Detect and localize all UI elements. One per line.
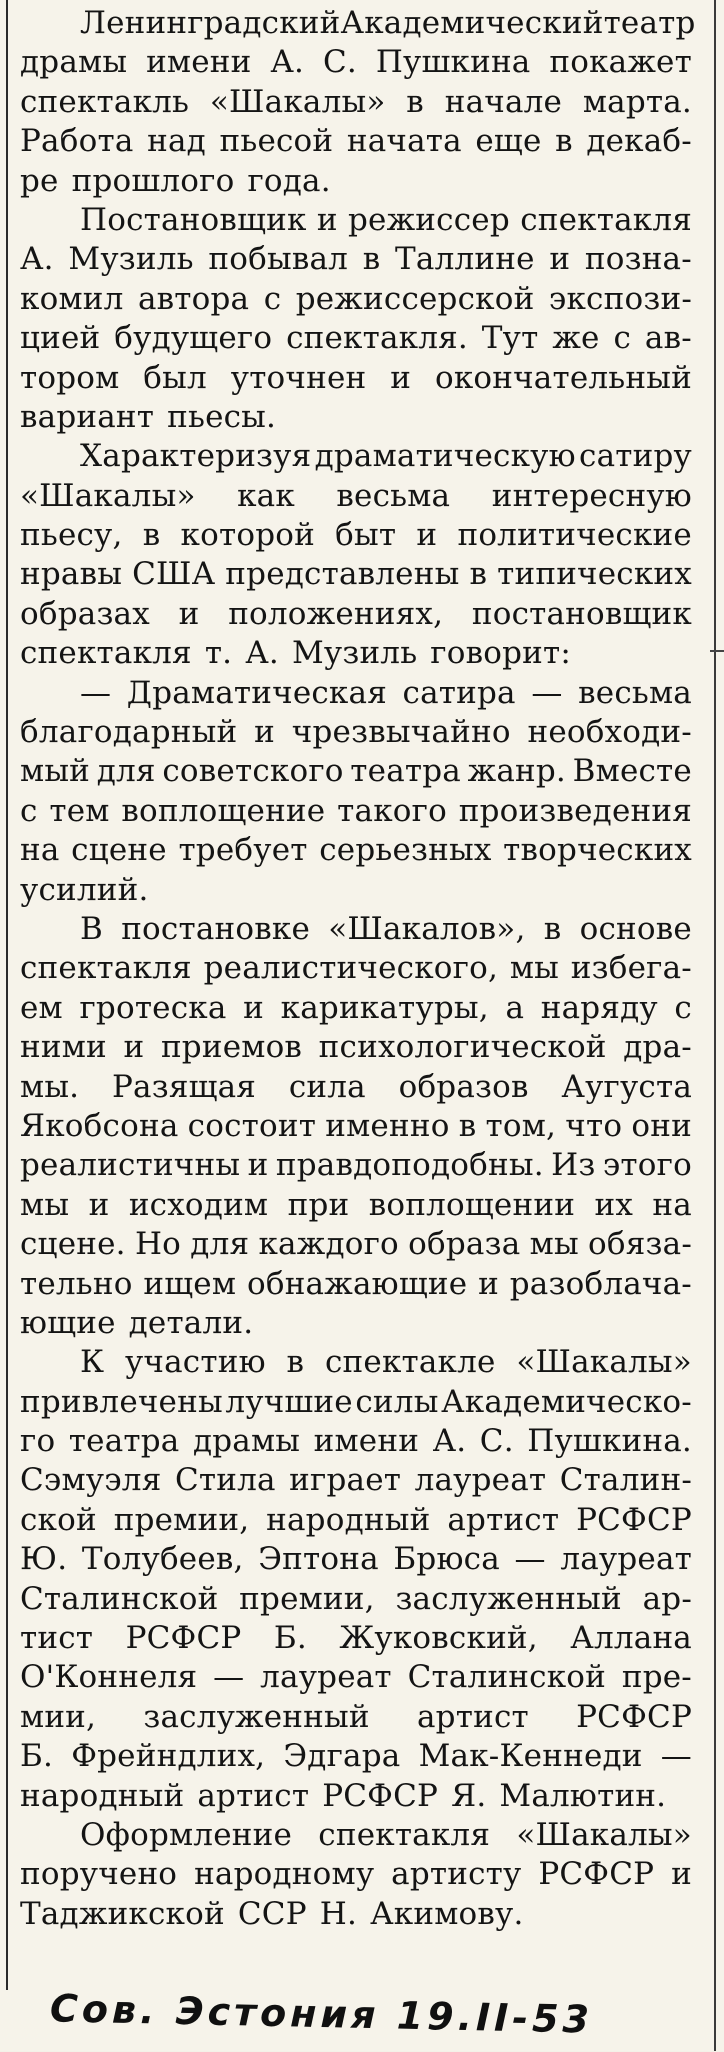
article-line: образах и положениях, постановщик — [20, 595, 692, 632]
article-line: спектакль «Шакалы» в начале марта. — [20, 83, 692, 120]
article-line: цией будущего спектакля. Тут же с ав- — [20, 320, 692, 357]
article-line: спектакля т. А. Музиль говорит: — [20, 635, 572, 672]
article-line: тельно ищем обнажающие и разоблача- — [20, 1265, 692, 1302]
article-line: нравы США представлены в типических — [20, 556, 692, 593]
article-paragraph — [20, 1343, 692, 1816]
article-line: Сэмуэля Стила играет лауреат Сталин- — [20, 1462, 692, 1499]
article-line: Якобсона состоит именно в том, что они — [20, 1107, 692, 1144]
article-line: тист РСФСР Б. Жуковский, Аллана — [20, 1620, 692, 1657]
article-line: ем гротеска и карикатуры, а наряду с — [20, 989, 692, 1026]
article-line: Таджикской ССР Н. Акимову. — [20, 1895, 524, 1932]
article-line: поручено народному артисту РСФСР и — [20, 1856, 692, 1893]
article-line: вариант пьесы. — [20, 398, 277, 435]
article-line: — Драматическая сатира — весьма — [80, 674, 692, 711]
margin-dash-mark — [710, 650, 724, 652]
article-line: В постановке «Шакалов», в основе — [80, 910, 692, 947]
column-rule-left — [6, 0, 8, 1990]
article-line: «Шакалы» как весьма интересную — [20, 477, 692, 514]
article-line: привлечены лучшие силы Академическо- — [20, 1383, 692, 1420]
article-line: мии, заслуженный артист РСФСР — [20, 1698, 692, 1735]
article-paragraph — [20, 910, 692, 1343]
article-line: го театра драмы имени А. С. Пушкина. — [20, 1423, 692, 1460]
article-line: усилий. — [20, 871, 149, 908]
article-line: ющие детали. — [20, 1304, 254, 1341]
article-line: Б. Фрейндлих, Эдгара Мак-Кеннеди — — [20, 1738, 692, 1775]
article-line: мы и исходим при воплощении их на — [20, 1186, 692, 1223]
article-paragraph — [20, 4, 696, 201]
article-line: спектакля реалистического, мы избега- — [20, 950, 692, 987]
article-line: мы. Разящая сила образов Аугуста — [20, 1068, 692, 1105]
article-line: пьесу, в которой быт и политические — [20, 517, 692, 554]
article-line: О'Коннеля — лауреат Сталинской пре- — [20, 1659, 692, 1696]
article-paragraph — [20, 201, 692, 437]
article-line: Работа над пьесой начата еще в декаб- — [20, 123, 692, 160]
article-body — [20, 4, 696, 1934]
article-line: К участию в спектакле «Шакалы» — [80, 1344, 692, 1381]
article-line: Характеризуя драматическую сатиру — [80, 438, 692, 475]
handwritten-source-note: Сов. Эстония 19.II-53 — [49, 1986, 594, 2042]
article-line: ской премии, народный артист РСФСР — [20, 1501, 692, 1538]
article-line: комил автора с режиссерской экспози- — [20, 280, 692, 317]
article-line: драмы имени А. С. Пушкина покажет — [20, 44, 692, 81]
article-line: А. Музиль побывал в Таллине и позна- — [20, 241, 692, 278]
article-line: Ю. Толубеев, Эптона Брюса — лауреат — [20, 1541, 692, 1578]
column-rule-right — [714, 0, 716, 2051]
article-line: ними и приемов психологической дра- — [20, 1029, 692, 1066]
article-line: Ленинградский Академический театр — [80, 5, 696, 41]
article-line: мый для советского театра жанр. Вместе — [20, 753, 692, 790]
article-line: народный артист РСФСР Я. Малютин. — [20, 1777, 667, 1814]
article-paragraph — [20, 1816, 692, 1934]
article-line: Оформление спектакля «Шакалы» — [80, 1816, 692, 1853]
article-paragraph — [20, 437, 692, 673]
article-line: благодарный и чрезвычайно необходи- — [20, 714, 692, 751]
article-line: реалистичны и правдоподобны. Из этого — [20, 1147, 692, 1184]
article-line: ре прошлого года. — [20, 162, 331, 199]
article-line: Сталинской премии, заслуженный ар- — [20, 1580, 692, 1617]
article-line: тором был уточнен и окончательный — [20, 359, 692, 396]
article-paragraph — [20, 674, 692, 910]
article-line: с тем воплощение такого произведения — [20, 792, 692, 829]
article-line: на сцене требует серьезных творческих — [20, 832, 692, 869]
article-line: Постановщик и режиссер спектакля — [80, 201, 692, 238]
article-line: сцене. Но для каждого образа мы обяза- — [20, 1226, 692, 1263]
